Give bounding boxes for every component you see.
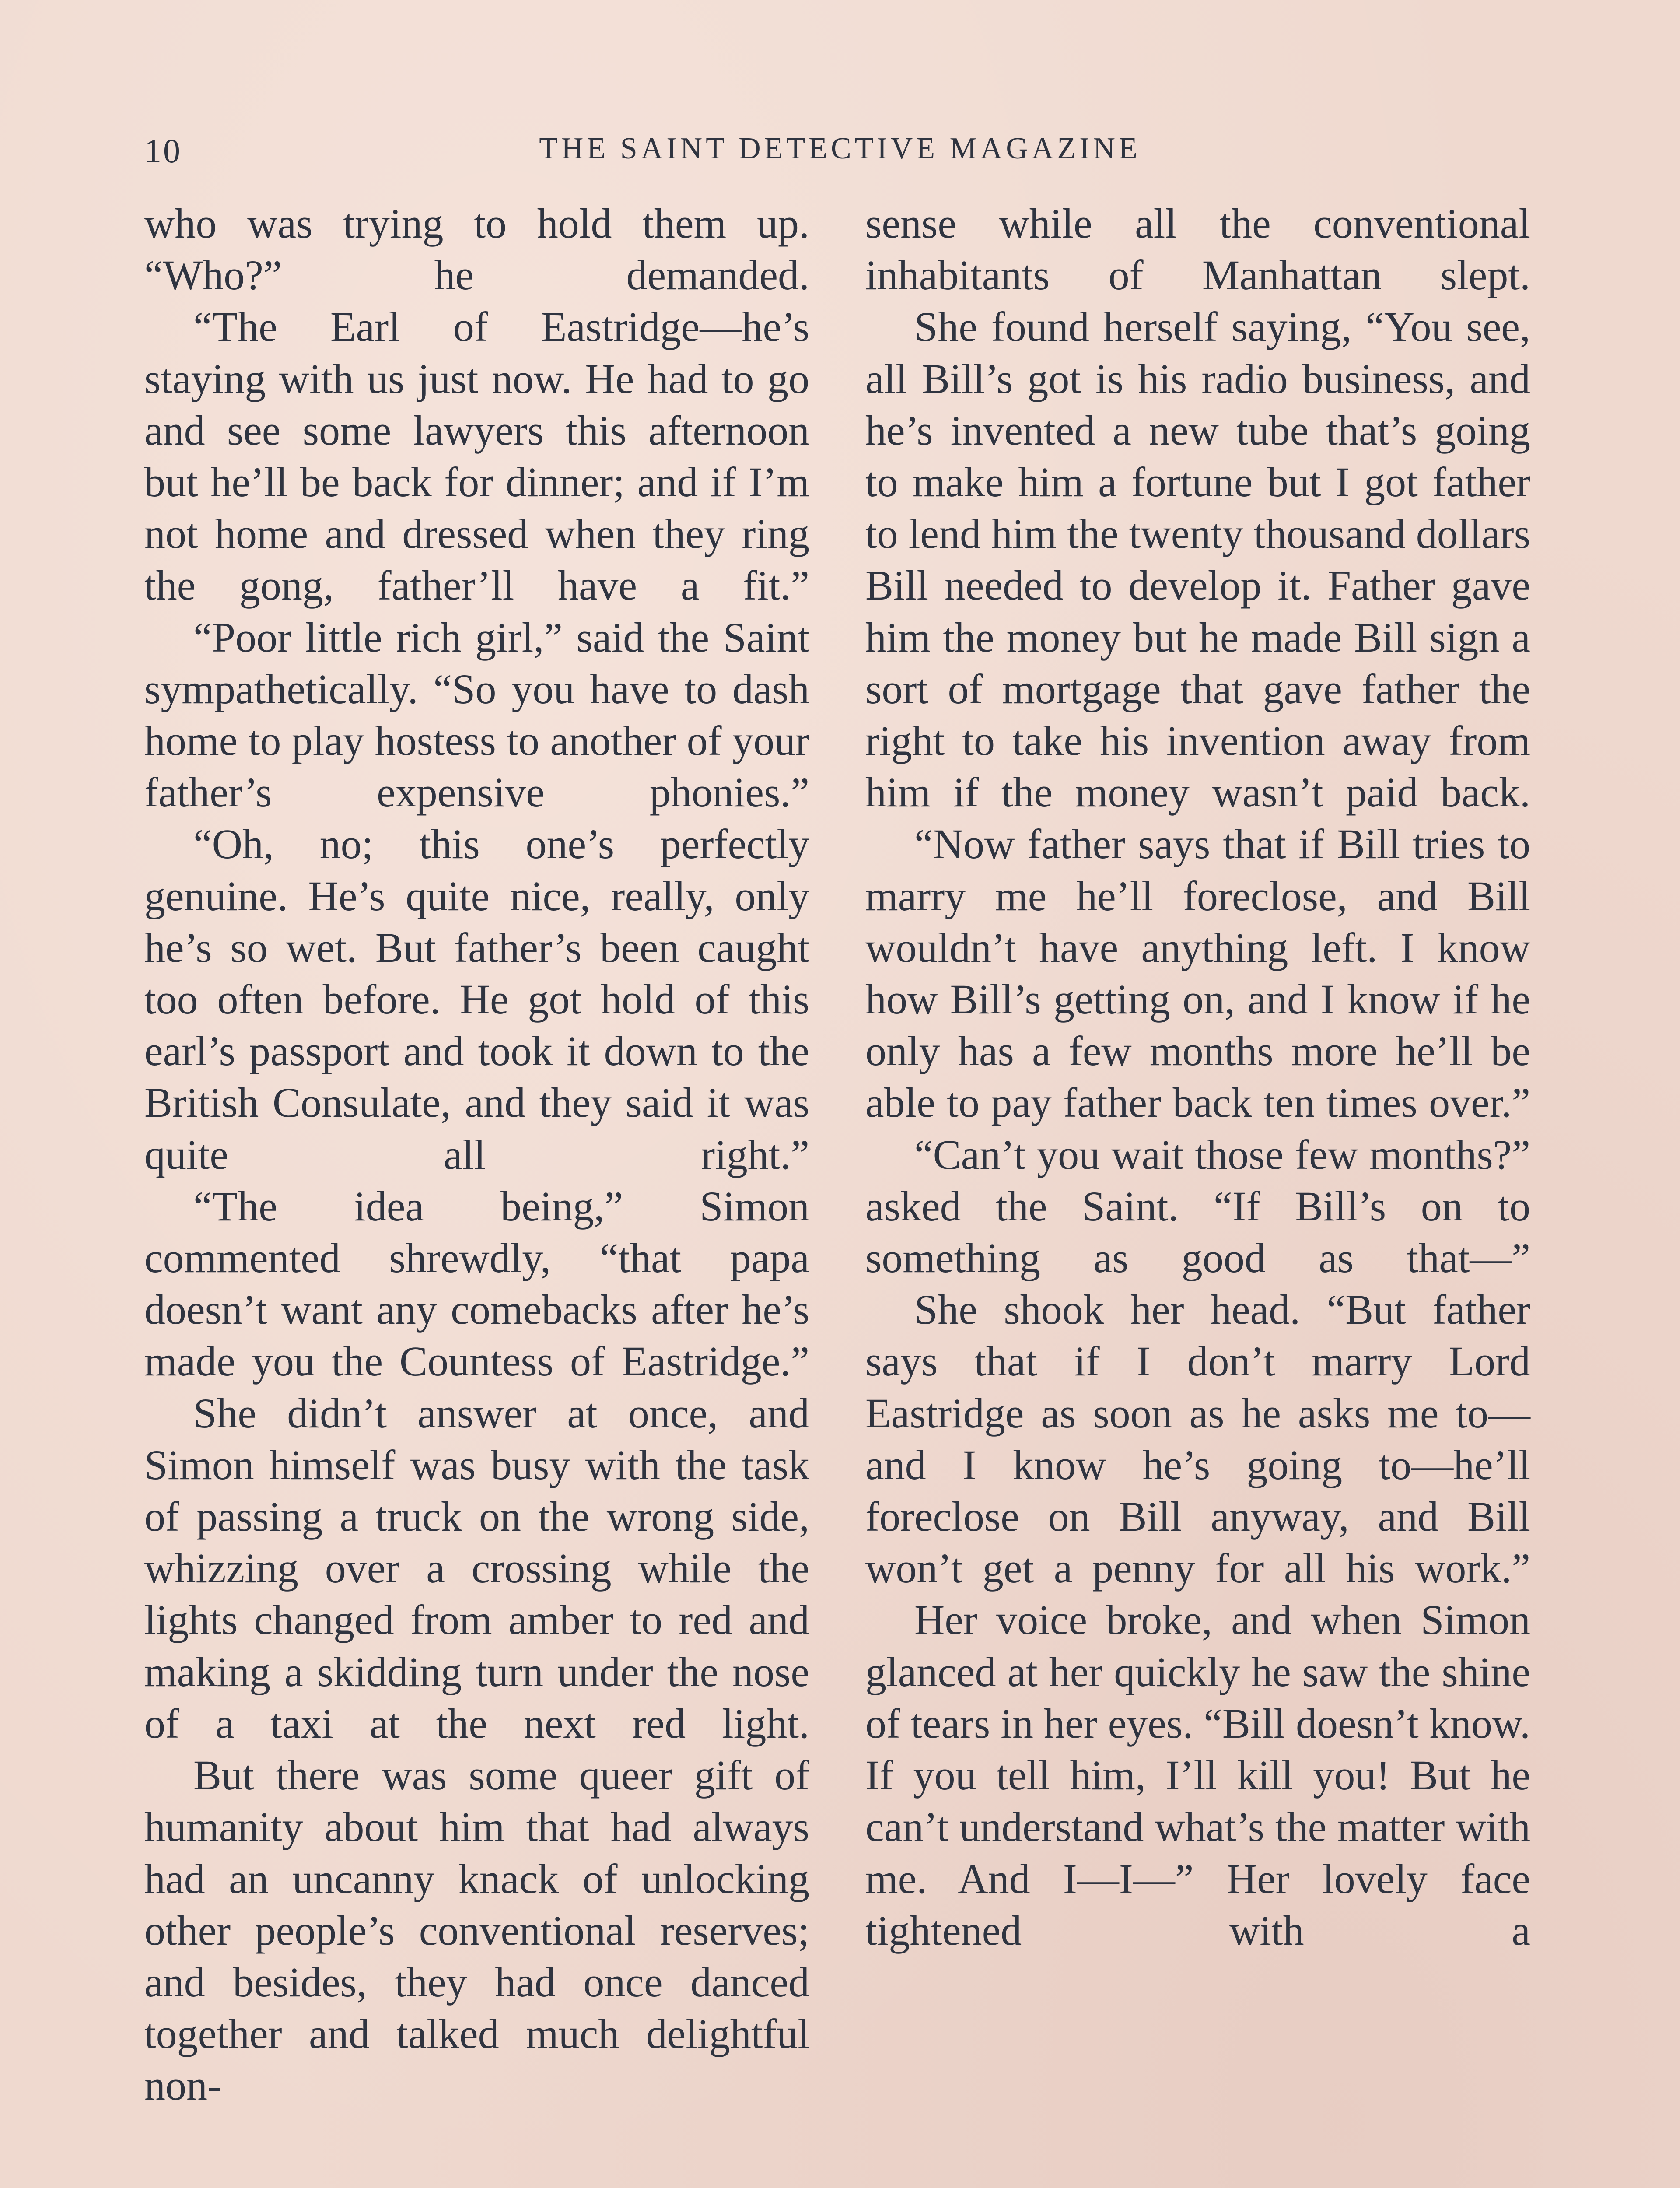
paragraph: sense while all the conventional inhabitants of Manhattan slept. (865, 200, 1530, 299)
paragraph: But there was some queer gift of humanity about him that had always had an uncanny knack of unlocking other people’s conventional reserves; and besides, they had once danced together and talked much delightful non- (144, 1752, 809, 2109)
paragraph: “The Earl of Eastridge—he’s staying with us just now. He had to go and see some lawyers this afternoon but he’ll be back for dinner; and if I’m not home and dressed when they ring the gong, father’ll have a fit.” (144, 303, 809, 609)
paragraph: “Now father says that if Bill tries to marry me he’ll foreclose, and Bill wouldn’t have anything left. I know how Bill’s getting on, and I know if he only has a few months more he’ll be able to pay father back ten times over.” (865, 820, 1530, 1126)
paragraph: She found herself saying, “You see, all Bill’s got is his radio business, and he’s invented a new tube that’s going to make him a fortune but I got father to lend him the twenty thousand dollars Bill needed to develop it. Father gave him the money but he made Bill sign a sort of mortgage that gave father the right to take his invention away from him if the money wasn’t paid back. (865, 303, 1530, 816)
text-column-left (144, 198, 809, 2112)
paragraph: She didn’t answer at once, and Simon himself was busy with the task of passing a truck on the wrong side, whizzing over a crossing while the lights changed from amber to red and making a skidding turn under the nose of a taxi at the next red light. (144, 1389, 809, 1747)
paragraph: “Poor little rich girl,” said the Saint sympathetically. “So you have to dash home to play hostess to another of your father’s expensive phonies.” (144, 614, 809, 816)
magazine-title: THE SAINT DETECTIVE MAGAZINE (539, 132, 1141, 165)
paragraph: “Oh, no; this one’s perfectly genuine. He’s quite nice, really, only he’s so wet. But father’s been caught too often before. He got hold of this earl’s passport and took it down to the British Consulate, and they said it was quite all right.” (144, 820, 809, 1178)
running-head (144, 131, 1536, 175)
paragraph: “The idea being,” Simon commented shrewdly, “that papa doesn’t want any comebacks after he’s made you the Countess of Eastridge.” (144, 1182, 809, 1385)
page-number: 10 (144, 132, 182, 170)
paragraph: who was trying to hold them up. “Who?” he demanded. (144, 200, 809, 299)
text-column-right (865, 198, 1530, 1957)
paragraph: Her voice broke, and when Simon glanced at her quickly he saw the shine of tears in her eyes. “Bill doesn’t know. If you tell him, I’ll kill you! But he can’t understand what’s the matter with me. And I—I—” Her lovely face tightened with a (865, 1596, 1530, 1954)
paragraph: She shook her head. “But father says that if I don’t marry Lord Eastridge as soon as he asks me to—and I know he’s going to—he’ll foreclose on Bill anyway, and Bill won’t get a penny for all his work.” (865, 1286, 1530, 1592)
paragraph: “Can’t you wait those few months?” asked the Saint. “If Bill’s on to something as good as that—” (865, 1131, 1530, 1282)
